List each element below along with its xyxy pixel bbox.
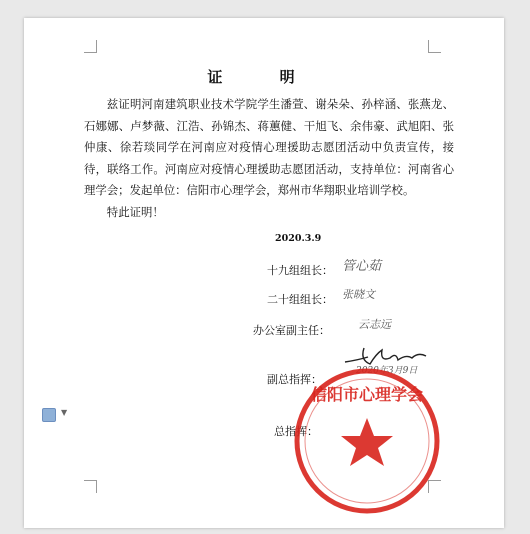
signature-group19: 管心茹 [342, 259, 382, 274]
signature-label-group19: 十九组组长： [267, 264, 333, 277]
document-date: 2020.3.9 [275, 233, 322, 244]
signature-label-deputy-commander: 副总指挥： [267, 373, 322, 386]
margin-mark-top-right [428, 40, 441, 53]
signature-deputy-date: 2020年3月9日 [356, 366, 418, 376]
document-title: 证 明 [207, 68, 321, 86]
signature-group20: 张晓文 [342, 288, 375, 301]
document-icon[interactable] [42, 408, 56, 422]
document-body [84, 94, 454, 223]
closing-paragraph: 特此证明！ [106, 204, 164, 219]
chevron-down-icon[interactable]: ▼ [61, 408, 68, 417]
signature-label-group20: 二十组组长： [267, 293, 333, 306]
signature-label-office-deputy: 办公室副主任： [253, 324, 330, 337]
official-seal [292, 366, 442, 516]
document-page [24, 18, 504, 528]
signature-office-deputy: 云志远 [358, 318, 391, 331]
svg-text:信阳市心理学会: 信阳市心理学会 [310, 385, 424, 404]
body-paragraph: 兹证明河南建筑职业技术学院学生潘萱、谢朵朵、孙梓涵、张燕龙、石娜娜、卢梦薇、江浩、孙锦杰、蒋蕙健、干旭飞、余伟豪、武旭阳、张仲康、徐若琰同学在河南应对疫情心理援助志愿团活动中负责宣传，接待，联络工作。河南应对疫情心理援助志愿团活动，支持单位：河南省心理学会；发起单位：信阳市心理学会，郑州市华翔职业培训学校。 [84, 97, 454, 197]
margin-mark-bottom-left [84, 480, 97, 493]
signature-label-commander: 总指挥： [274, 425, 318, 438]
margin-mark-top-left [84, 40, 97, 53]
